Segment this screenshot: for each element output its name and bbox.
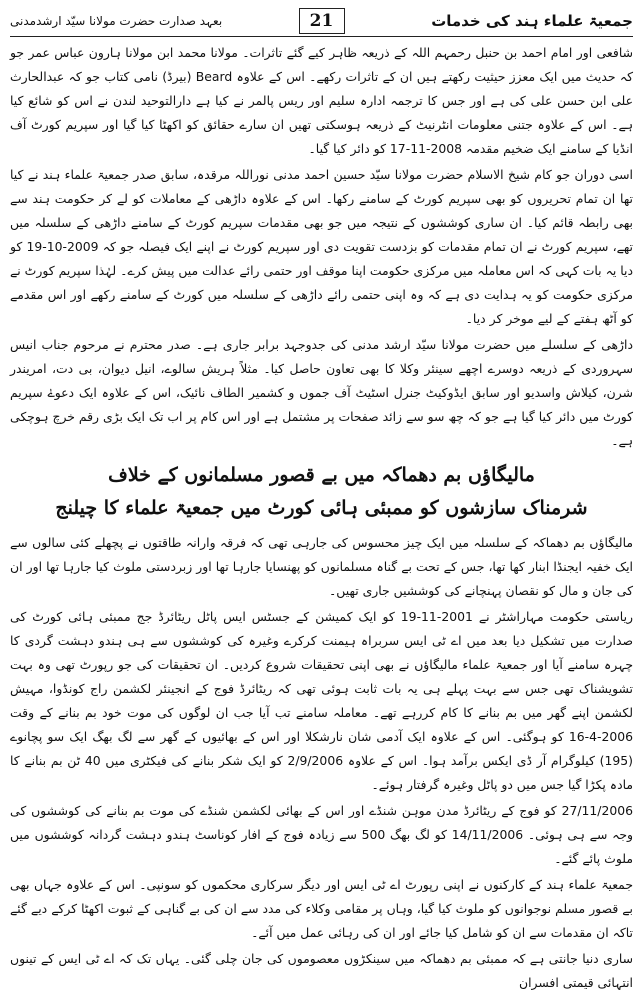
- paragraph: شافعی اور امام احمد بن حنبل رحمہم اللہ کے ذریعہ ظاہر کیے گئے تاثرات۔ مولانا محمد ابن مولانا ہارون عباس عمر جو کہ حدیث میں ایک معزز حیثیت رکھتے ہیں ان کے تاثرات رکھے۔ اس کے علاوہ Beard (بیرڈ) نامی کتاب جو کہ عبدالحارث علی ابن حسن علی کی ہے اور جس کا ترجمہ ادارہ سلیم اور ریس پالمر نے کیا ہے دارالتوحید لندن نے اس کو شائع کیا ہے۔ اس کے علاوہ جتنی معلومات انٹرنیٹ کے ذریعہ ہوسکتی تھیں ان سارے حقائق کو اکھٹا کیا گیا اور سپریم کورٹ آف انڈیا کے سامنے ایک ضخیم مقدمہ 2008-11-17 کو دائر کیا گیا۔: [10, 45, 634, 156]
- paragraph: جمعیۃ علماء ہند کے کارکنوں نے اپنی رپورٹ اے ٹی ایس اور دیگر سرکاری محکموں کو سونپی۔ اس کے علاوہ جہاں بھی بے قصور مسلم نوجوانوں کو ملوث کیا گیا، وہاں پر مقامی وکلاء کی مدد سے ان کی بے گناہی کے ثبوت اکھٹا کرکے دیے گئے تاکہ ان مقدمات سے ان کو شامل کیا جائے اور ان کی رہائی عمل میں آئے۔: [10, 877, 633, 940]
- headline-line-2: شرمناک سازشوں کو ممبئی ہائی کورٹ میں جمعیۃ علماء کا چیلنج: [55, 497, 588, 519]
- section-2: [10, 531, 633, 995]
- header-title: جمعیۃ علماء ہند کی خدمات: [431, 12, 633, 30]
- paragraph: ساری دنیا جانتی ہے کہ ممبئی بم دھماکہ میں سینکڑوں معصوموں کی جان چلی گئی۔ یہاں تک کہ اے ٹی ایس کے تینوں انتہائی قیمتی افسران: [10, 951, 633, 990]
- page-header: [10, 6, 633, 37]
- headline-line-1: مالیگاؤں بم دھماکہ میں بے قصور مسلمانوں کے خلاف: [108, 464, 535, 486]
- paragraph: مالیگاؤں بم دھماکہ کے سلسلہ میں ایک چیز محسوس کی جارہی تھی کہ فرقہ وارانہ طاقتوں نے پچھلے کئی سالوں سے ایک خفیہ ایجنڈا ابنار کھا تھا، جس کے تحت بے گناہ مسلمانوں کو پھنسایا جارہا تھا اور زبردستی ملوث کیا جارہا تھا اور ان کی جان و مال کو نقصان پہنچانے کی کوششیں جاری تھیں۔: [10, 535, 633, 598]
- paragraph: داڑھی کے سلسلے میں حضرت مولانا سیّد ارشد مدنی کی جدوجہد برابر جاری ہے۔ صدر محترم نے مرحوم جناب انیس سہروردی کے ذریعہ دوسرے اچھے سینئر وکلا کا بھی تعاون حاصل کیا۔ مثلاً ہریش سالوے، انیل دیوان، بی دت، امریندر شرن، کیلاش واسدیو اور سابق ایڈوکیٹ جنرل اسٹیٹ آف جموں و کشمیر الطاف نائیک، اس کے علاوہ ایک دعوےٰ سپریم کورٹ میں دائر کیا گیا ہے جو کہ چھ سو سے زائد صفحات پر مشتمل ہے اور اس کام پر اب تک ایک بڑی رقم خرچ ہوچکی ہے۔: [10, 337, 633, 448]
- header-subtitle: بعہد صدارت حضرت مولانا سیّد ارشدمدنی: [10, 14, 223, 28]
- page-number: 21: [299, 8, 345, 34]
- section-1: [10, 41, 633, 453]
- paragraph: 27/11/2006 کو فوج کے ریٹائرڈ مدن موہن شنڈے اور اس کے بھائی لکشمن شنڈے کی موت بم بنانے کی کوششوں کی وجہ سے ہی ہوئی۔ 14/11/2006 کو لگ بھگ 500 سے زیادہ فوج کے افار کوناسٹ ہندو دہشت گردانہ کوششوں میں ملوث پائے گئے۔: [10, 803, 633, 866]
- section-headline: [10, 459, 633, 525]
- paragraph: ریاستی حکومت مہاراشٹر نے 2001-11-19 کو ایک کمیشن کے جسٹس ایس پاٹل ریٹائرڈ جج ممبئی ہائی کورٹ کی صدارت میں تشکیل دیا بعد میں اے ٹی ایس سربراہ ہیمنت کرکرے وغیرہ کی کوششوں سے ہی ہندو دہشت گردی کا چہرہ سامنے آیا اور جمعیۃ علماء مالیگاؤں نے بھی اپنی تحقیقات شروع کردیں۔ ان تحقیقات کی جو رپورٹ تھی وہ بہت تشویشناک تھی جس سے بہت پہلے ہی یہ بات ثابت ہوئی تھی کہ ریٹائرڈ فوج کے انجینئر لکشمن راج کونڈوا، مہیش لکشمن اپنے گھر میں بم بنانے کا کام کررہے تھے۔ معاملہ سامنے تب آیا جب ان لوگوں کی موت خود بم بنانے کے وقت 2006-4-16 کو ہوگئی۔ اس کے علاوہ ایک آدمی شان نارشکلا اور اس کے بھائیوں کے گھر سے لگ بھگ ایک سو پچانوے (195) کیلوگرام آر ڈی ایکس برآمد ہوا۔ اس کے علاوہ 2/9/2006 کو ایک شکر بنانے کی فیکٹری میں 40 ٹن بم بنانے کا مادہ پکڑا گیا جس میں دو پاٹل وغیرہ گرفتار ہوئے۔: [10, 609, 634, 792]
- paragraph: اسی دوران جو کام شیخ الاسلام حضرت مولانا سیّد حسین احمد مدنی نوراللہ مرقدہ، سابق صدر جمعیۃ علماء ہند نے کیا تھا ان تمام تحریروں کو بھی سپریم کورٹ کے سامنے رکھا۔ اس کے علاوہ داڑھی کے معاملات کو لے کر حکومت ہند سے بھی رابطہ قائم کیا۔ ان ساری کوششوں کے نتیجہ میں جو بھی مقدمات سپریم کورٹ کے سامنے داڑھی کے سلسلہ میں تھے، سپریم کورٹ نے ان تمام مقدمات کو بزدست تقویت دی اور سپریم کورٹ نے اپنے ایک فیصلہ جو کہ 2009-10-19 کو دیا یہ بات کہی کہ اس معاملہ میں مرکزی حکومت اپنا موقف اور حتمی رائے عدالت میں پیش کرے۔ لہٰذا سپریم کورٹ نے مرکزی حکومت کو یہ ہدایت دی ہے کہ وہ اپنی حتمی رائے داڑھی کے سلسلہ میں کورٹ کے سامنے رکھے اور اس مقدمے کو آٹھ ہفتے کے لیے موخر کر دیا۔: [10, 167, 633, 326]
